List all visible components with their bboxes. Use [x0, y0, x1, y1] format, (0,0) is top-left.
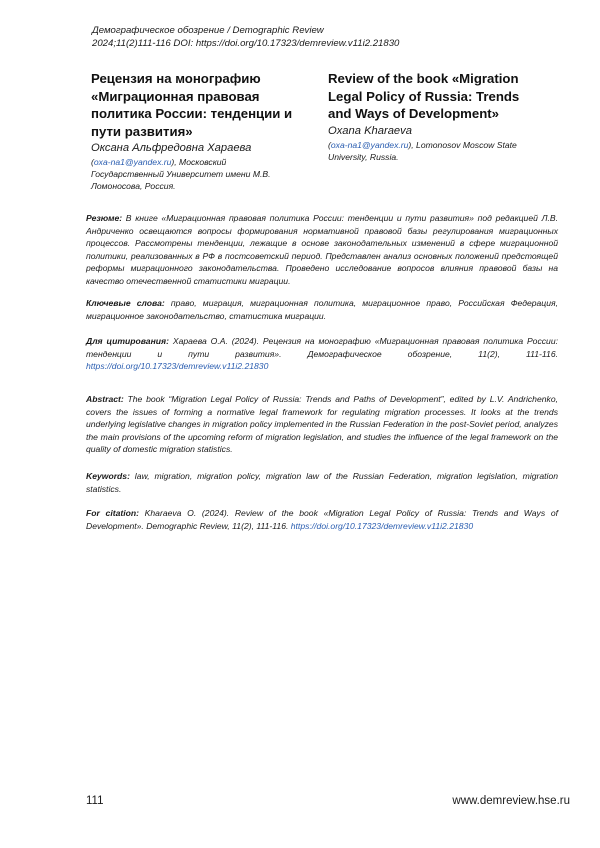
page-number: 111: [86, 795, 104, 807]
en-affiliation-text: ), Lomonosov Moscow State University, Russia.: [328, 139, 517, 162]
en-citation: [86, 507, 558, 532]
en-author-affiliation: (oxa-na1@yandex.ru), Lomonosov Moscow State University, Russia.: [328, 139, 517, 162]
en-keywords-text: law, migration, migration policy, migration law of the Russian Federation, migration legislation, migration statistics.: [86, 471, 558, 494]
ru-affiliation-text: ), Московский Государственный Университет имени М.В. Ломоносова, Россия.: [91, 157, 271, 192]
en-abstract-text: The book “Migration Legal Policy of Russia: Trends and Paths of Development”, edited by L.V. Andrichenko, covers the issues of forming a normative legal framework for regulating migration processes. It looks at the trends underlying legislative changes in migration policy implemented in the Russian Federation in the post-Soviet period, analyzes the main provisions of the upcoming reform of migration legislation, and studies the influence of the legal framework on the quality of domestic migration statistics.: [86, 394, 558, 454]
en-author-name: Oxana Kharaeva: [328, 124, 412, 137]
en-abstract: [86, 393, 558, 456]
ru-author-email-link[interactable]: oxa-na1@yandex.ru: [93, 157, 172, 167]
ru-citation-text: Хараева О.А. (2024). Рецензия на монографию «Миграционная правовая политика России: тенденции и пути развития». Демографическое обозрение, 11(2), 111-116.: [86, 336, 558, 359]
en-keywords-label: Keywords:: [86, 471, 130, 481]
ru-title-block: [91, 70, 297, 193]
ru-citation: [86, 335, 558, 373]
ru-author-affiliation: (oxa-na1@yandex.ru), Московский Государственный Университет имени М.В. Ломоносова, Россия.: [91, 157, 271, 192]
en-article-title: Review of the book «Migration Legal Policy of Russia: Trends and Ways of Development»: [328, 71, 520, 121]
en-title-block: [328, 70, 534, 163]
en-citation-doi-link[interactable]: https://doi.org/10.17323/demreview.v11i2.21830: [290, 520, 474, 531]
ru-keywords-label: Ключевые слова:: [86, 298, 165, 308]
en-citation-text: Kharaeva O. (2024). Review of the book «Migration Legal Policy of Russia: Trends and Ways of Development». Demographic Review, 11(2), 111-116.: [86, 508, 558, 531]
journal-issue-doi: 2024;11(2)111-116 DOI: https://doi.org/10.17323/demreview.v11i2.21830: [92, 37, 400, 49]
ru-citation-label: Для цитирования:: [86, 336, 169, 346]
ru-article-title: Рецензия на монографию «Миграционная правовая политика России: тенденции и пути развития»: [91, 71, 293, 139]
journal-header: [92, 25, 532, 50]
ru-abstract-text: В книге «Миграционная правовая политика России: тенденции и пути развития» под редакцией Л.В. Андриченко освещаются вопросы формирования нормативной правовой базы регулирования миграционных процессов. Рассмотрены тенденции, лежащие в основе законодательных изменений в сфере миграционной политики, реализованных в РФ в постсоветский период. Представлен анализ основных положений предстоящей реформы миграционного законодательства. Проведено исследование вопросов влияния правовой базы на качество отечественной статистики миграции.: [86, 213, 558, 286]
journal-website: www.demreview.hse.ru: [452, 795, 570, 807]
ru-abstract-label: Резюме:: [86, 213, 123, 223]
en-abstract-label: Abstract:: [86, 394, 124, 404]
en-keywords: [86, 470, 558, 495]
ru-keywords: [86, 297, 558, 322]
ru-author-name: Оксана Альфредовна Хараева: [91, 142, 252, 154]
en-author-email-link[interactable]: oxa-na1@yandex.ru: [330, 139, 409, 150]
ru-abstract: [86, 212, 558, 287]
en-citation-label: For citation:: [86, 508, 139, 518]
ru-keywords-text: право, миграция, миграционная политика, миграционное право, Российская Федерация, миграционное законодательство, статистика миграции.: [86, 298, 558, 321]
journal-name: Демографическое обозрение / Demographic Review: [92, 25, 324, 36]
ru-citation-doi-link[interactable]: https://doi.org/10.17323/demreview.v11i2.21830: [86, 361, 269, 371]
